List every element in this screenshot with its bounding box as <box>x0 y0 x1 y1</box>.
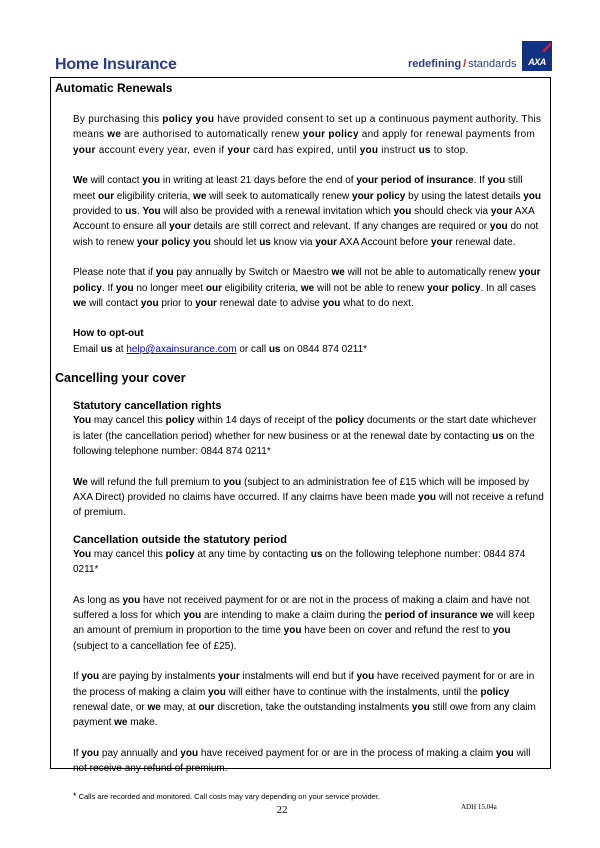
emphasis-term: you <box>183 609 202 621</box>
text-run: and apply for renewal payments from <box>358 129 536 141</box>
outside-period-heading: Cancellation outside the statutory period <box>73 533 287 546</box>
text-run: may, at <box>160 701 199 713</box>
text-run: . <box>136 206 143 218</box>
text-run: will also be provided with a renewal invitation which <box>160 206 394 218</box>
outside-paragraph-1 <box>73 547 545 578</box>
text-run: card has expired, until <box>250 144 360 156</box>
emphasis-term: you <box>523 190 542 202</box>
emphasis-term: our <box>205 282 222 294</box>
text-run: If <box>73 671 82 683</box>
text-run: will not receive any refund of premium. <box>73 747 531 775</box>
emphasis-term: your <box>169 221 191 233</box>
text-run: at <box>112 343 127 355</box>
emphasis-term: you <box>411 701 430 713</box>
text-run: AXA Account to ensure all <box>73 206 535 233</box>
text-run: or call <box>236 343 269 355</box>
cancelling-cover-title: Cancelling your cover <box>55 371 186 386</box>
text-run: on 0844 874 0211* <box>280 343 368 355</box>
opt-out-heading: How to opt-out <box>73 328 144 340</box>
text-run: renewal date. <box>452 236 516 248</box>
emphasis-term: us <box>492 430 504 442</box>
text-run: what to do next. <box>340 298 414 310</box>
text-run: are paying by instalments <box>99 671 219 683</box>
emphasis-term: you <box>115 282 134 294</box>
page-number: 22 <box>276 804 288 816</box>
emphasis-term: we <box>147 701 161 713</box>
tagline-slash: / <box>463 58 467 70</box>
outside-paragraph-4 <box>73 746 545 777</box>
emphasis-term: we <box>193 190 207 202</box>
text-run: have received payment for or are in the process of making a claim <box>73 671 535 698</box>
text-run: instalments will end but if <box>239 671 357 683</box>
text-run: will contact <box>86 298 141 310</box>
renewal-paragraph-1 <box>73 112 545 158</box>
emphasis-term: you <box>487 175 506 187</box>
emphasis-term: you <box>492 625 511 637</box>
emphasis-term: your <box>195 298 217 310</box>
automatic-renewals-title: Automatic Renewals <box>55 81 173 95</box>
emphasis-term: policy you <box>162 114 215 125</box>
emphasis-term: you <box>140 298 159 310</box>
emphasis-term: policy <box>335 415 365 427</box>
emphasis-term: your <box>73 144 96 156</box>
emphasis-term: policy <box>480 686 510 698</box>
automatic-renewals-body <box>55 112 547 357</box>
emphasis-term: You <box>73 415 92 427</box>
text-run: instruct <box>378 144 419 156</box>
text-run: discretion, take the outstanding instalments <box>214 701 412 713</box>
text-run: prior to <box>158 298 196 310</box>
emphasis-term: you <box>180 747 199 759</box>
emphasis-term: your period of insurance <box>356 175 474 187</box>
text-run: are intending to make a claim during the <box>201 609 385 621</box>
text-run: eligibility criteria, <box>221 282 301 294</box>
text-run: details are still correct and relevant. If any changes are required or <box>190 221 490 233</box>
emphasis-term: us <box>418 144 431 156</box>
statutory-paragraph-2 <box>73 475 545 521</box>
emphasis-term: you <box>81 747 100 759</box>
emphasis-term: us <box>100 343 113 355</box>
emphasis-term: we <box>73 298 87 310</box>
axa-logo <box>522 41 552 71</box>
document-reference: ADH 15.04a <box>461 803 497 811</box>
emphasis-term: your <box>218 671 240 683</box>
emphasis-term: your <box>315 236 338 248</box>
emphasis-term: you <box>489 221 508 233</box>
text-run: do not wish to renew <box>73 221 539 248</box>
page-header <box>50 40 552 76</box>
brand-title: Home Insurance <box>55 56 177 73</box>
emphasis-term: you <box>393 206 412 218</box>
footnote <box>73 791 545 802</box>
text-run: within 14 days of receipt of the <box>194 415 336 427</box>
text-run: at any time by contacting <box>194 548 311 560</box>
emphasis-term: We <box>73 476 88 488</box>
emphasis-term: we <box>107 129 122 141</box>
text-run: have provided consent to set up a continuous payment authority. This means <box>73 114 542 141</box>
email-link[interactable]: help@axainsurance.com <box>126 343 237 355</box>
text-run: may cancel this <box>91 548 166 560</box>
text-run: By purchasing this <box>73 114 163 125</box>
text-run: Email <box>73 343 101 355</box>
text-run: still owe from any claim payment <box>73 701 536 729</box>
text-run: have not received payment for or are not in the process of making a claim and have not suffered a loss for which <box>73 594 530 621</box>
text-run: should let <box>210 236 260 248</box>
text-run: know via <box>270 236 316 248</box>
footnote-text: Calls are recorded and monitored. Call costs may vary depending on your service provider. <box>76 791 380 801</box>
emphasis-term: You <box>142 206 161 218</box>
emphasis-term: your <box>430 236 453 248</box>
text-run: documents or the start date whichever is later (the cancellation period) whether for new business or at the renewal date by contacting <box>73 415 537 442</box>
text-run: no longer meet <box>133 282 206 294</box>
text-run: to stop. <box>430 144 469 156</box>
emphasis-term: us <box>259 236 271 248</box>
emphasis-term: you <box>356 671 375 683</box>
text-run: will not be able to renew <box>314 282 428 294</box>
tagline-standards: standards <box>468 58 517 70</box>
emphasis-term: you <box>496 747 514 759</box>
axa-logo-text: AXA <box>528 57 546 67</box>
emphasis-term: you <box>142 175 161 187</box>
text-run: have received payment for or are in the process of making a claim <box>198 747 496 759</box>
emphasis-term: policy <box>165 415 195 427</box>
emphasis-term: your <box>227 144 251 156</box>
text-run: eligibility criteria, <box>114 190 194 202</box>
emphasis-term: your policy <box>73 267 541 294</box>
text-run: will refund the full premium to <box>87 476 224 488</box>
content <box>55 79 547 802</box>
text-run: If <box>73 747 82 759</box>
text-run: will keep an amount of premium in proportion to the time <box>73 609 535 637</box>
text-run: in writing at least 21 days before the end of <box>160 175 357 187</box>
emphasis-term: you <box>208 686 226 698</box>
opt-out-text <box>73 342 545 357</box>
emphasis-term: You <box>73 548 92 560</box>
text-run: renewal date, or <box>73 701 148 713</box>
text-run: will either have to continue with the instalments, until the <box>225 686 481 698</box>
text-run: AXA Account before <box>337 236 431 248</box>
text-run: . In all cases <box>480 282 537 294</box>
emphasis-term: we <box>300 282 315 294</box>
emphasis-term: you <box>322 298 341 310</box>
text-run: Please note that if <box>73 267 156 279</box>
text-run: should check via <box>411 206 491 218</box>
emphasis-term: you <box>155 267 174 279</box>
text-run: may cancel this <box>91 415 166 427</box>
emphasis-term: you <box>418 491 436 503</box>
emphasis-term: policy <box>165 548 195 560</box>
text-run: by using the latest details <box>405 190 524 202</box>
emphasis-term: We <box>73 175 88 187</box>
tagline <box>408 58 517 70</box>
emphasis-term: us <box>268 343 281 355</box>
text-run: renewal date to advise <box>216 298 323 310</box>
footnote-star: * <box>73 790 77 801</box>
emphasis-term: you <box>81 671 100 683</box>
renewal-paragraph-2 <box>73 173 545 250</box>
text-run: will not be able to automatically renew <box>344 267 519 279</box>
statutory-heading: Statutory cancellation rights <box>73 400 222 413</box>
text-run: pay annually and <box>99 747 181 759</box>
text-run: . If <box>101 282 116 294</box>
emphasis-term: you <box>359 144 379 156</box>
text-run: pay annually by Switch or Maestro <box>173 267 332 279</box>
emphasis-term: you <box>122 594 141 606</box>
text-run: (subject to an administration fee of £15 which will be imposed by AXA Direct) provided no claims have occurred. If any claims have been made <box>73 476 530 503</box>
emphasis-term: you <box>223 476 242 488</box>
statutory-paragraph-1 <box>73 413 545 459</box>
emphasis-term: your policy <box>352 190 406 202</box>
emphasis-term: our <box>98 190 115 202</box>
text-run: will not receive a refund of premium. <box>73 491 544 519</box>
emphasis-term: you <box>283 625 302 637</box>
emphasis-term: us <box>125 206 137 218</box>
text-run: have been on cover and refund the rest to <box>301 625 493 637</box>
emphasis-term: your <box>490 206 513 218</box>
text-run: still meet <box>73 175 523 202</box>
emphasis-term: our <box>198 701 215 713</box>
text-run: (subject to a cancellation fee of £25). <box>73 640 237 652</box>
text-run: on the following telephone number: 0844 874 0211* <box>73 548 526 576</box>
text-run: . If <box>473 175 488 187</box>
outside-paragraph-3 <box>73 669 545 731</box>
renewal-paragraph-3 <box>73 265 545 311</box>
text-run: account every year, even if <box>95 144 228 156</box>
text-run: on the following telephone number: 0844 874 0211* <box>73 430 535 458</box>
text-run: are authorised to automatically renew <box>121 129 303 141</box>
emphasis-term: us <box>310 548 323 560</box>
text-run: As long as <box>73 594 123 606</box>
text-run: will contact <box>87 175 143 187</box>
emphasis-term: your policy <box>427 282 481 294</box>
tagline-redefining: redefining <box>408 58 462 70</box>
emphasis-term: we <box>331 267 345 279</box>
text-run: provided to <box>73 206 126 218</box>
text-run: make. <box>127 717 158 729</box>
cancelling-cover-body <box>55 399 547 801</box>
outside-paragraph-2 <box>73 593 545 655</box>
emphasis-term: your policy <box>302 129 359 141</box>
emphasis-term: period of insurance we <box>384 609 494 621</box>
emphasis-term: we <box>114 717 128 729</box>
emphasis-term: your policy you <box>136 236 211 248</box>
text-run: will seek to automatically renew <box>206 190 353 202</box>
